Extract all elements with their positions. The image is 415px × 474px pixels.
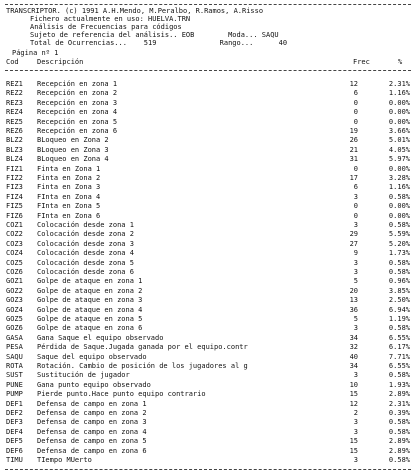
table-row — [0, 324, 415, 332]
table-row — [0, 183, 415, 191]
row-description: Golpe de ataque en zona 4 — [37, 305, 143, 314]
row-description: Defensa de campo en zona 2 — [37, 409, 147, 417]
row-percent: 3.28% — [388, 174, 410, 182]
row-frequency: 40 — [349, 352, 358, 361]
row-frequency: 19 — [349, 127, 358, 135]
row-description: Defensa de campo en zona 5 — [37, 437, 147, 446]
row-percent: 0.00% — [388, 202, 410, 211]
row-code: GOZ1 — [6, 277, 23, 286]
row-code: DEF4 — [6, 427, 23, 436]
row-percent: 4.05% — [388, 145, 410, 154]
row-description: Rotación. Cambio de posición de los jugadores al g — [37, 362, 248, 370]
row-frequency: 34 — [349, 362, 358, 370]
row-description: BLoqueo en Zona 3 — [37, 145, 109, 154]
table-row — [0, 230, 415, 238]
row-percent: 0.00% — [388, 117, 410, 126]
row-frequency: 0 — [353, 108, 358, 117]
row-frequency: 5 — [353, 315, 358, 323]
row-percent: 0.00% — [388, 164, 410, 173]
row-code: SUST — [6, 371, 23, 380]
table-row — [0, 268, 415, 276]
row-frequency: 12 — [349, 80, 358, 88]
row-code: BLZ3 — [6, 145, 23, 154]
row-code: DEF6 — [6, 446, 23, 455]
row-frequency: 27 — [349, 239, 358, 248]
row-percent: 7.71% — [388, 352, 410, 361]
row-code: REZ1 — [6, 80, 23, 88]
row-frequency: 34 — [349, 333, 358, 342]
row-percent: 1.16% — [388, 183, 410, 192]
row-percent: 3.66% — [388, 127, 410, 135]
row-percent: 2.50% — [388, 296, 410, 305]
row-percent: 6.55% — [388, 333, 410, 342]
table-row — [0, 334, 415, 342]
row-frequency: 17 — [349, 174, 358, 182]
row-percent: 0.58% — [388, 456, 410, 464]
row-percent: 2.89% — [388, 437, 410, 446]
table-row — [0, 108, 415, 116]
row-description: Colocación desde zona 1 — [37, 221, 134, 229]
row-description: Defensa de campo en zona 6 — [37, 446, 147, 455]
row-frequency: 15 — [349, 446, 358, 455]
table-row — [0, 437, 415, 445]
row-code: REZ4 — [6, 108, 23, 117]
row-frequency: 3 — [353, 324, 358, 333]
row-code: TIMU — [6, 456, 23, 464]
row-frequency: 15 — [349, 390, 358, 399]
row-code: GOZ6 — [6, 324, 23, 333]
table-row — [0, 306, 415, 314]
row-percent: 0.58% — [388, 418, 410, 427]
row-code: PUMP — [6, 390, 23, 399]
table-row — [0, 315, 415, 323]
table-row — [0, 296, 415, 304]
table-row — [0, 418, 415, 426]
page-number: Página nº 1 — [12, 49, 59, 57]
row-code: DEF3 — [6, 418, 23, 427]
header-divider — [5, 70, 411, 71]
row-frequency: 3 — [353, 371, 358, 380]
table-row — [0, 155, 415, 163]
row-code: PESA — [6, 343, 23, 352]
row-description: Colocación desde zona 5 — [37, 258, 134, 267]
row-code: PUNE — [6, 380, 23, 389]
table-row — [0, 249, 415, 257]
table-row — [0, 456, 415, 464]
row-description: Golpe de ataque en zona 3 — [37, 296, 143, 305]
row-code: FIZ5 — [6, 202, 23, 211]
total-occurrences: Total de Ocurrencias... 519 Rango... 40 — [30, 39, 288, 47]
row-frequency: 12 — [349, 399, 358, 408]
row-code: SAQU — [6, 352, 23, 361]
program-title: TRANSCRIPTOR. (c) 1991 A.H.Mendo, M.Peralbo, R.Ramos, A.Risso — [6, 7, 264, 15]
row-percent: 0.58% — [388, 221, 410, 229]
table-row — [0, 193, 415, 201]
row-code: FIZ3 — [6, 183, 23, 192]
col-header-code: Cod — [6, 58, 19, 66]
row-description: Colocación desde zona 6 — [37, 268, 134, 276]
table-row — [0, 353, 415, 361]
row-description: Saque del equipo observado — [37, 352, 147, 361]
table-row — [0, 400, 415, 408]
table-row — [0, 80, 415, 88]
row-code: BLZ4 — [6, 155, 23, 164]
current-file: Fichero actualmente en uso: HUELVA.TRN — [30, 15, 191, 23]
row-description: Colocación desde zona 4 — [37, 249, 134, 258]
row-code: FIZ6 — [6, 211, 23, 220]
row-frequency: 9 — [353, 249, 358, 258]
row-frequency: 5 — [353, 277, 358, 286]
row-code: COZ3 — [6, 239, 23, 248]
row-code: REZ2 — [6, 89, 23, 98]
row-frequency: 6 — [353, 89, 358, 98]
row-frequency: 0 — [353, 202, 358, 211]
table-row — [0, 259, 415, 267]
row-percent: 2.89% — [388, 390, 410, 399]
row-description: Recepción en zona 5 — [37, 117, 118, 126]
row-description: Colocación desde zona 2 — [37, 230, 134, 239]
row-percent: 0.96% — [388, 277, 410, 286]
row-frequency: 10 — [349, 380, 358, 389]
row-frequency: 0 — [353, 98, 358, 107]
row-frequency: 3 — [353, 418, 358, 427]
table-row — [0, 390, 415, 398]
table-row — [0, 174, 415, 182]
row-percent: 0.00% — [388, 98, 410, 107]
col-header-description: Descripción — [37, 58, 84, 66]
row-code: COZ6 — [6, 268, 23, 276]
row-code: GOZ5 — [6, 315, 23, 323]
table-row — [0, 428, 415, 436]
row-percent: 0.58% — [388, 427, 410, 436]
row-percent: 5.97% — [388, 155, 410, 164]
table-row — [0, 89, 415, 97]
row-percent: 0.58% — [388, 324, 410, 333]
row-code: BLZ2 — [6, 136, 23, 145]
row-code: DEF1 — [6, 399, 23, 408]
row-description: Recepción en zona 4 — [37, 108, 118, 117]
row-frequency: 0 — [353, 211, 358, 220]
row-frequency: 29 — [349, 230, 358, 239]
table-row — [0, 118, 415, 126]
row-description: Colocación desde zona 3 — [37, 239, 134, 248]
row-percent: 6.55% — [388, 362, 410, 370]
row-percent: 0.39% — [388, 409, 410, 417]
row-frequency: 3 — [353, 456, 358, 464]
row-frequency: 13 — [349, 296, 358, 305]
row-frequency: 3 — [353, 258, 358, 267]
row-frequency: 21 — [349, 145, 358, 154]
row-frequency: 0 — [353, 164, 358, 173]
row-percent: 2.31% — [388, 399, 410, 408]
row-frequency: 3 — [353, 268, 358, 276]
row-code: COZ5 — [6, 258, 23, 267]
table-row — [0, 409, 415, 417]
row-percent: 0.58% — [388, 192, 410, 201]
row-percent: 3.85% — [388, 286, 410, 295]
table-row — [0, 212, 415, 220]
row-frequency: 20 — [349, 286, 358, 295]
row-frequency: 15 — [349, 437, 358, 446]
table-row — [0, 371, 415, 379]
row-percent: 2.89% — [388, 446, 410, 455]
row-percent: 0.58% — [388, 371, 410, 380]
row-description: BLoqueo en Zona 2 — [37, 136, 109, 145]
row-percent: 6.17% — [388, 343, 410, 352]
table-row — [0, 136, 415, 144]
col-header-pct: % — [398, 58, 403, 66]
row-code: GOZ3 — [6, 296, 23, 305]
row-description: Pierde punto.Hace punto equipo contrario — [37, 390, 206, 399]
row-percent: 1.73% — [388, 249, 410, 258]
row-description: Sustitución de jugador — [37, 371, 130, 380]
row-percent: 0.58% — [388, 268, 410, 276]
row-description: FInta en Zona 6 — [37, 211, 101, 220]
row-description: Defensa de campo en zona 3 — [37, 418, 147, 427]
row-percent: 0.00% — [388, 108, 410, 117]
row-description: Defensa de campo en zona 1 — [37, 399, 147, 408]
table-row — [0, 287, 415, 295]
table-row — [0, 202, 415, 210]
row-code: GOZ2 — [6, 286, 23, 295]
row-percent: 5.59% — [388, 230, 410, 239]
row-frequency: 3 — [353, 192, 358, 201]
row-frequency: 32 — [349, 343, 358, 352]
row-description: Finta en Zona 1 — [37, 164, 101, 173]
row-frequency: 6 — [353, 183, 358, 192]
row-code: COZ4 — [6, 249, 23, 258]
row-description: Recepción en zona 3 — [37, 98, 118, 107]
row-description: Recepción en zona 2 — [37, 89, 118, 98]
row-description: TIempo MUerto — [37, 456, 92, 464]
row-description: Pérdida de Saque.Jugada ganada por el equipo.contr — [37, 343, 248, 352]
row-description: FInta en Zona 5 — [37, 202, 101, 211]
row-code: GOZ4 — [6, 305, 23, 314]
row-percent: 1.16% — [388, 89, 410, 98]
row-code: GASA — [6, 333, 23, 342]
row-percent: 5.01% — [388, 136, 410, 145]
row-frequency: 0 — [353, 117, 358, 126]
row-percent: 0.00% — [388, 211, 410, 220]
row-code: COZ1 — [6, 221, 23, 229]
row-code: FIZ4 — [6, 192, 23, 201]
row-description: Golpe de ataque en zona 5 — [37, 315, 143, 323]
row-frequency: 26 — [349, 136, 358, 145]
row-description: Defensa de campo en zona 4 — [37, 427, 147, 436]
table-row — [0, 99, 415, 107]
table-row — [0, 221, 415, 229]
table-row — [0, 362, 415, 370]
table-row — [0, 343, 415, 351]
row-percent: 0.58% — [388, 258, 410, 267]
row-percent: 1.19% — [388, 315, 410, 323]
row-description: Finta en Zona 2 — [37, 174, 101, 182]
row-code: DEF2 — [6, 409, 23, 417]
row-percent: 2.31% — [388, 80, 410, 88]
row-code: DEF5 — [6, 437, 23, 446]
row-percent: 5.20% — [388, 239, 410, 248]
top-divider — [5, 4, 411, 5]
row-frequency: 31 — [349, 155, 358, 164]
row-code: FIZ2 — [6, 174, 23, 182]
row-percent: 1.93% — [388, 380, 410, 389]
row-frequency: 36 — [349, 305, 358, 314]
row-percent: 6.94% — [388, 305, 410, 314]
row-frequency: 2 — [353, 409, 358, 417]
table-row — [0, 240, 415, 248]
row-description: Golpe de ataque en zona 1 — [37, 277, 143, 286]
row-description: Gana punto equipo observado — [37, 380, 151, 389]
row-description: Gana Saque el equipo observado — [37, 333, 164, 342]
row-description: Recepción en zona 6 — [37, 127, 118, 135]
reference-subject: Sujeto de referencia del análisis.. EOB Moda... SAQU — [30, 31, 279, 39]
row-frequency: 3 — [353, 427, 358, 436]
table-row — [0, 146, 415, 154]
table-row — [0, 381, 415, 389]
row-code: REZ5 — [6, 117, 23, 126]
table-row — [0, 127, 415, 135]
row-code: ROTA — [6, 362, 23, 370]
row-code: FIZ1 — [6, 164, 23, 173]
row-code: REZ3 — [6, 98, 23, 107]
bottom-divider — [5, 469, 411, 470]
row-description: Golpe de ataque en zona 6 — [37, 324, 143, 333]
row-description: BLoqueo en Zona 4 — [37, 155, 109, 164]
row-description: Recepción en zona 1 — [37, 80, 118, 88]
analysis-title: Análisis de Frecuencias para códigos — [30, 23, 182, 31]
table-row — [0, 165, 415, 173]
col-header-freq: Frec — [353, 58, 370, 66]
row-code: REZ6 — [6, 127, 23, 135]
row-frequency: 3 — [353, 221, 358, 229]
row-code: COZ2 — [6, 230, 23, 239]
table-row — [0, 277, 415, 285]
row-description: FInta en Zona 4 — [37, 192, 101, 201]
row-description: Golpe de ataque en zona 2 — [37, 286, 143, 295]
row-description: Finta en Zona 3 — [37, 183, 101, 192]
table-row — [0, 447, 415, 455]
